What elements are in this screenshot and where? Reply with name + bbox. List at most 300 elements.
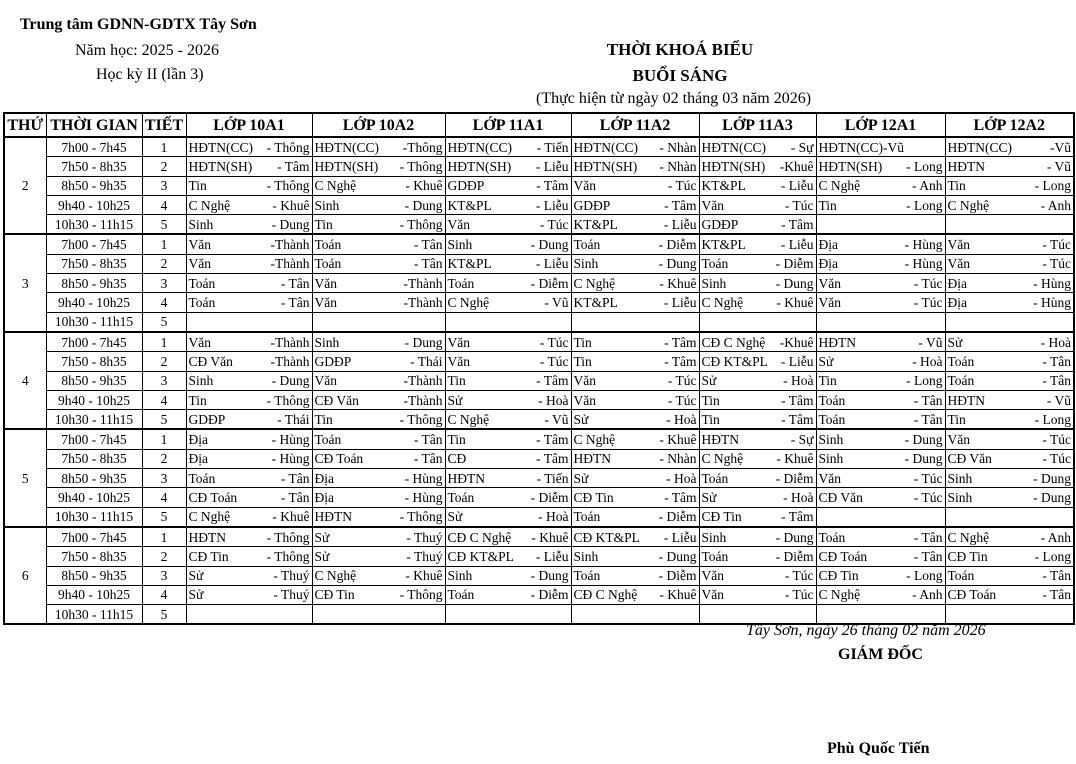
teacher-label: - Thuý — [406, 529, 443, 545]
schedule-cell — [445, 312, 571, 332]
subject-label: Địa — [947, 295, 967, 311]
subject-label: Sinh — [447, 568, 473, 584]
schedule-cell — [312, 332, 445, 352]
schedule-cell — [571, 449, 699, 468]
schedule-cell — [816, 449, 945, 468]
term-label: Học kỳ II (lần 3) — [96, 66, 204, 83]
schedule-cell — [312, 312, 445, 332]
subject-label: Địa — [818, 256, 838, 272]
teacher-label: - Tân — [913, 548, 943, 564]
teacher-label: - Túc — [784, 587, 814, 603]
teacher-label: - Tâm — [664, 353, 697, 369]
subject-label: GDĐP — [447, 178, 485, 194]
subject-label: Sử — [701, 489, 717, 505]
subject-label: HĐTN(CC) — [314, 139, 379, 155]
schedule-cell — [945, 585, 1074, 604]
teacher-label: - Liễu — [535, 158, 569, 174]
schedule-cell — [571, 215, 699, 235]
subject-label: Sinh — [188, 373, 214, 389]
subject-label: HĐTN(CC) — [701, 139, 766, 155]
subject-label: CĐ Văn — [947, 451, 992, 467]
schedule-cell — [699, 488, 816, 507]
subject-label: Toán — [188, 275, 216, 291]
teacher-label: - Liễu — [535, 548, 569, 564]
schedule-cell — [699, 332, 816, 352]
schedule-cell — [312, 449, 445, 468]
teacher-label: - Anh — [1040, 197, 1071, 213]
schedule-cell — [945, 176, 1074, 195]
teacher-label: - Tân — [413, 237, 443, 253]
teacher-label: - Long — [906, 373, 943, 389]
teacher-label: - Túc — [913, 295, 943, 311]
subject-label: Tin — [314, 411, 333, 427]
school-year: Năm học: 2025 - 2026 — [75, 42, 219, 59]
schedule-cell — [445, 293, 571, 312]
teacher-label: -Khuê — [779, 158, 814, 174]
subject-label: CĐ C Nghệ — [573, 587, 638, 603]
teacher-label: - Liễu — [663, 295, 697, 311]
subject-label: Văn — [573, 373, 596, 389]
subject-label: Sinh — [573, 256, 599, 272]
schedule-cell — [816, 352, 945, 371]
teacher-label: - Dung — [775, 275, 814, 291]
period-cell: 4 — [142, 293, 186, 312]
schedule-cell — [312, 215, 445, 235]
day-cell: 2 — [4, 137, 46, 234]
schedule-cell — [945, 469, 1074, 488]
time-cell: 7h00 - 7h45 — [46, 429, 142, 449]
schedule-cell — [699, 547, 816, 566]
subject-label: Sinh — [314, 197, 340, 213]
teacher-label: - Vũ — [918, 334, 943, 350]
time-cell: 7h00 - 7h45 — [46, 527, 142, 547]
schedule-cell — [945, 390, 1074, 409]
time-cell: 8h50 - 9h35 — [46, 371, 142, 390]
schedule-cell — [816, 332, 945, 352]
schedule-cell — [312, 293, 445, 312]
schedule-cell — [816, 274, 945, 293]
teacher-label: - Sự — [790, 139, 814, 155]
teacher-label: - Khuê — [405, 568, 443, 584]
time-cell: 10h30 - 11h15 — [46, 605, 142, 625]
schedule-cell — [945, 488, 1074, 507]
teacher-label: - Hùng — [271, 451, 310, 467]
teacher-label: - Hùng — [1033, 275, 1071, 291]
schedule-cell — [445, 469, 571, 488]
schedule-cell — [945, 195, 1074, 214]
subject-label: Tin — [573, 353, 592, 369]
subject-label: Văn — [818, 295, 841, 311]
subject-label: Tin — [701, 411, 720, 427]
session-title: BUỔI SÁNG — [632, 66, 728, 85]
timetable — [3, 112, 1075, 625]
teacher-label: - Túc — [667, 178, 697, 194]
period-cell: 5 — [142, 215, 186, 235]
schedule-cell — [816, 312, 945, 332]
schedule-cell — [312, 469, 445, 488]
period-cell: 2 — [142, 157, 186, 176]
subject-label: Văn — [314, 275, 337, 291]
teacher-label: - Liễu — [663, 529, 697, 545]
table-row — [4, 449, 1074, 468]
subject-label: HĐTN(SH) — [314, 158, 379, 174]
teacher-label: - Vũ — [544, 411, 569, 427]
subject-label: CĐ C Nghệ — [701, 334, 766, 350]
schedule-cell — [445, 332, 571, 352]
time-cell: 10h30 - 11h15 — [46, 215, 142, 235]
day-cell: 4 — [4, 332, 46, 429]
subject-label: KT&PL — [447, 197, 492, 213]
schedule-cell — [312, 157, 445, 176]
schedule-cell — [445, 352, 571, 371]
header-time: THỜI GIAN — [46, 113, 142, 137]
schedule-cell — [312, 254, 445, 273]
schedule-cell — [945, 274, 1074, 293]
school-name: Trung tâm GDNN-GDTX Tây Sơn — [20, 16, 257, 33]
schedule-cell — [445, 449, 571, 468]
schedule-cell — [186, 429, 312, 449]
time-cell: 7h00 - 7h45 — [46, 332, 142, 352]
schedule-cell — [699, 371, 816, 390]
teacher-label: - Long — [1034, 411, 1071, 427]
table-row — [4, 547, 1074, 566]
subject-label: Toán — [573, 568, 601, 584]
schedule-cell — [312, 274, 445, 293]
schedule-cell — [699, 507, 816, 527]
teacher-label: - Liễu — [780, 353, 814, 369]
subject-label: Văn — [947, 237, 970, 253]
schedule-cell — [186, 488, 312, 507]
schedule-cell — [445, 254, 571, 273]
teacher-label: - Nhàn — [659, 139, 697, 155]
table-row — [4, 585, 1074, 604]
schedule-cell — [945, 137, 1074, 157]
table-row — [4, 566, 1074, 585]
table-row — [4, 274, 1074, 293]
teacher-label: - Dung — [530, 237, 569, 253]
subject-label: C Nghệ — [701, 295, 744, 311]
period-cell: 1 — [142, 429, 186, 449]
schedule-cell — [699, 157, 816, 176]
teacher-label: - Thông — [399, 158, 443, 174]
teacher-label: - Túc — [539, 334, 569, 350]
schedule-cell — [312, 547, 445, 566]
subject-label: Sử — [447, 392, 463, 408]
table-row — [4, 215, 1074, 235]
teacher-label: - Long — [1034, 548, 1071, 564]
teacher-label: - Diễm — [658, 509, 697, 525]
schedule-cell — [312, 507, 445, 527]
subject-label: HĐTN(SH) — [573, 158, 638, 174]
subject-label: Tin — [573, 334, 592, 350]
subject-label: Sinh — [947, 470, 973, 486]
subject-label: Sinh — [447, 237, 473, 253]
teacher-label: - Dung — [904, 451, 943, 467]
teacher-label: - Tâm — [781, 392, 814, 408]
time-cell: 9h40 - 10h25 — [46, 293, 142, 312]
schedule-cell — [571, 605, 699, 625]
signer-position: GIÁM ĐỐC — [838, 646, 923, 663]
teacher-label: - Tân — [913, 392, 943, 408]
schedule-cell — [699, 469, 816, 488]
teacher-label: -Khuê — [779, 334, 814, 350]
teacher-label: - Túc — [1042, 451, 1071, 467]
subject-label: C Nghệ — [818, 178, 861, 194]
subject-label: Toán — [314, 432, 342, 448]
header-class-12a2: LỚP 12A2 — [945, 113, 1074, 137]
subject-label: Toán — [701, 470, 729, 486]
schedule-cell — [816, 293, 945, 312]
teacher-label: - Dung — [404, 197, 443, 213]
schedule-cell — [571, 390, 699, 409]
subject-label: C Nghệ — [188, 509, 231, 525]
schedule-cell — [945, 507, 1074, 527]
subject-label: Tin — [701, 392, 720, 408]
schedule-cell — [816, 234, 945, 254]
teacher-label: - Tân — [413, 432, 443, 448]
subject-label: HĐTN(CC) — [188, 139, 253, 155]
period-cell: 2 — [142, 352, 186, 371]
time-cell: 10h30 - 11h15 — [46, 507, 142, 527]
schedule-cell — [816, 371, 945, 390]
time-cell: 8h50 - 9h35 — [46, 566, 142, 585]
teacher-label: - Tâm — [536, 432, 569, 448]
schedule-cell — [312, 176, 445, 195]
schedule-cell — [186, 352, 312, 371]
schedule-cell — [699, 195, 816, 214]
subject-label: Văn — [818, 275, 841, 291]
schedule-cell — [816, 507, 945, 527]
subject-label: Văn — [188, 237, 211, 253]
subject-label: Văn — [188, 256, 211, 272]
teacher-label: - Liễu — [535, 197, 569, 213]
schedule-cell — [571, 566, 699, 585]
time-cell: 9h40 - 10h25 — [46, 390, 142, 409]
subject-label: GDĐP — [188, 411, 226, 427]
teacher-label: -Thành — [403, 373, 443, 389]
document-title: THỜI KHOÁ BIỂU — [606, 40, 754, 59]
teacher-label: -Thành — [270, 334, 310, 350]
subject-label: Toán — [947, 373, 975, 389]
teacher-label: - Túc — [1042, 432, 1071, 448]
schedule-cell — [816, 254, 945, 273]
teacher-label: -Thông — [402, 139, 443, 155]
teacher-label: - Khuê — [272, 509, 310, 525]
schedule-cell — [699, 449, 816, 468]
teacher-label: - Tân — [413, 451, 443, 467]
schedule-cell — [312, 488, 445, 507]
subject-label: HĐTN(CC) — [947, 139, 1012, 155]
teacher-label: - Long — [906, 568, 943, 584]
teacher-label: - Tâm — [536, 451, 569, 467]
teacher-label: - Long — [906, 197, 943, 213]
header-period: TIẾT — [142, 113, 186, 137]
teacher-label: - Tiến — [536, 470, 569, 486]
teacher-label: - Tân — [1042, 587, 1071, 603]
subject-label: HĐTN(SH) — [188, 158, 253, 174]
schedule-cell — [312, 566, 445, 585]
header-row — [4, 113, 1074, 137]
table-row — [4, 429, 1074, 449]
teacher-label: - Túc — [539, 353, 569, 369]
schedule-cell — [312, 585, 445, 604]
subject-label: CĐ Tin — [947, 548, 988, 564]
subject-label: CĐ KT&PL — [701, 353, 768, 369]
subject-label: Sinh — [818, 432, 844, 448]
teacher-label: - Diễm — [530, 275, 569, 291]
teacher-label: - Tân — [280, 470, 310, 486]
subject-label: Tin — [947, 178, 966, 194]
subject-label: HĐTN(SH) — [818, 158, 883, 174]
subject-label: C Nghệ — [314, 568, 357, 584]
subject-label: Sử — [701, 373, 717, 389]
schedule-cell — [816, 547, 945, 566]
subject-label: Địa — [947, 275, 967, 291]
teacher-label: - Hùng — [271, 432, 310, 448]
teacher-label: - Hoà — [538, 509, 569, 525]
teacher-label: - Anh — [912, 178, 943, 194]
subject-label: HĐTN — [573, 451, 611, 467]
schedule-cell — [816, 429, 945, 449]
subject-label: Toán — [947, 353, 975, 369]
period-cell: 5 — [142, 605, 186, 625]
subject-label: Văn — [314, 295, 337, 311]
subject-label: C Nghệ — [947, 197, 990, 213]
schedule-cell — [571, 469, 699, 488]
subject-label: Văn — [701, 568, 724, 584]
header-class-11a1: LỚP 11A1 — [445, 113, 571, 137]
teacher-label: - Tân — [913, 411, 943, 427]
teacher-label: - Dung — [271, 373, 310, 389]
day-cell: 5 — [4, 429, 46, 526]
teacher-label: -Thành — [270, 353, 310, 369]
timetable-body — [4, 137, 1074, 624]
period-cell: 3 — [142, 274, 186, 293]
teacher-label: - Tâm — [536, 373, 569, 389]
subject-label: HĐTN(SH) — [701, 158, 766, 174]
subject-label: Sinh — [701, 529, 727, 545]
teacher-label: - Liễu — [780, 237, 814, 253]
subject-label: Sử — [447, 509, 463, 525]
schedule-cell — [571, 527, 699, 547]
schedule-cell — [945, 429, 1074, 449]
subject-label: GDĐP — [701, 216, 739, 232]
teacher-label: - Tâm — [781, 509, 814, 525]
schedule-cell — [571, 234, 699, 254]
teacher-label: - Nhàn — [659, 451, 697, 467]
period-cell: 5 — [142, 410, 186, 430]
subject-label: HĐTN(CC) — [573, 139, 638, 155]
teacher-label: - Dung — [775, 529, 814, 545]
subject-label: KT&PL — [701, 178, 746, 194]
teacher-label: - Diễm — [658, 568, 697, 584]
table-row — [4, 137, 1074, 157]
schedule-cell — [699, 566, 816, 585]
teacher-label: - Túc — [1042, 237, 1071, 253]
time-cell: 8h50 - 9h35 — [46, 274, 142, 293]
period-cell: 4 — [142, 390, 186, 409]
teacher-label: - Anh — [912, 587, 943, 603]
subject-label: Văn — [573, 178, 596, 194]
teacher-label: - Hùng — [404, 489, 443, 505]
teacher-label: - Vũ — [1046, 392, 1071, 408]
schedule-cell — [571, 507, 699, 527]
subject-label: KT&PL — [573, 216, 618, 232]
subject-label: HĐTN(CC) — [447, 139, 512, 155]
schedule-cell — [186, 274, 312, 293]
schedule-cell — [445, 585, 571, 604]
subject-label: Sinh — [947, 489, 973, 505]
subject-label: Tin — [947, 411, 966, 427]
schedule-cell — [816, 469, 945, 488]
teacher-label: - Thông — [266, 548, 310, 564]
schedule-cell — [312, 371, 445, 390]
subject-label: KT&PL — [701, 237, 746, 253]
subject-label: CĐ C Nghệ — [447, 529, 512, 545]
subject-label: Toán — [701, 548, 729, 564]
subject-label: C Nghệ — [314, 178, 357, 194]
teacher-label: - Thông — [399, 216, 443, 232]
schedule-cell — [571, 332, 699, 352]
teacher-label: - Dung — [530, 568, 569, 584]
period-cell: 4 — [142, 488, 186, 507]
table-row — [4, 390, 1074, 409]
teacher-label: - Dung — [404, 334, 443, 350]
table-row — [4, 312, 1074, 332]
schedule-cell — [186, 293, 312, 312]
schedule-cell — [699, 527, 816, 547]
teacher-label: - Diễm — [775, 470, 814, 486]
schedule-cell — [186, 410, 312, 430]
subject-label: Toán — [188, 470, 216, 486]
header-class-10a2: LỚP 10A2 — [312, 113, 445, 137]
subject-label: C Nghệ — [947, 529, 990, 545]
teacher-label: - Khuê — [776, 295, 814, 311]
subject-label: CĐ Tin — [188, 548, 229, 564]
schedule-cell — [445, 429, 571, 449]
period-cell: 3 — [142, 469, 186, 488]
schedule-cell — [186, 469, 312, 488]
subject-label: Văn — [701, 197, 724, 213]
teacher-label: - Tâm — [781, 216, 814, 232]
teacher-label: - Khuê — [776, 451, 814, 467]
teacher-label: - Hùng — [904, 237, 943, 253]
teacher-label: - Khuê — [659, 275, 697, 291]
subject-label: Sử — [947, 334, 963, 350]
period-cell: 4 — [142, 195, 186, 214]
subject-label: Văn — [818, 470, 841, 486]
table-row — [4, 507, 1074, 527]
schedule-cell — [816, 215, 945, 235]
schedule-cell — [816, 585, 945, 604]
subject-label: HĐTN(SH) — [447, 158, 512, 174]
table-row — [4, 234, 1074, 254]
teacher-label: - Hoà — [538, 392, 569, 408]
schedule-cell — [571, 352, 699, 371]
schedule-cell — [312, 429, 445, 449]
teacher-label: - Khuê — [659, 432, 697, 448]
schedule-cell — [445, 234, 571, 254]
schedule-cell — [816, 527, 945, 547]
subject-label: Tin — [314, 216, 333, 232]
schedule-cell — [571, 137, 699, 157]
teacher-label: - Diễm — [530, 587, 569, 603]
time-cell: 9h40 - 10h25 — [46, 488, 142, 507]
teacher-label: - Anh — [1040, 529, 1071, 545]
schedule-cell — [699, 293, 816, 312]
subject-label: Sử — [573, 470, 589, 486]
schedule-cell — [186, 585, 312, 604]
